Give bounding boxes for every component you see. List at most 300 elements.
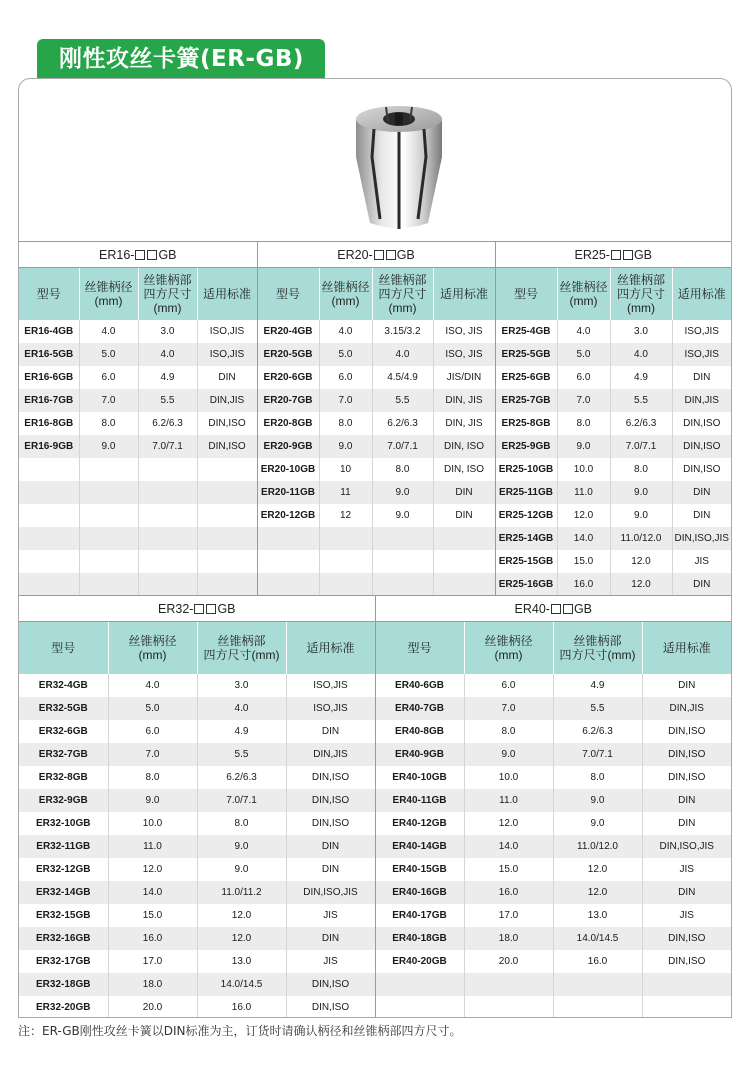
- cell-model: [19, 527, 79, 550]
- group-title-er16: ER16- GB: [19, 242, 257, 268]
- table-row: [19, 858, 731, 881]
- group-title-er32: ER32- GB: [19, 596, 375, 622]
- cell-shank: 14.0: [557, 527, 610, 550]
- table-row: [19, 904, 731, 927]
- header-shank: 丝锥柄径 (mm): [464, 622, 553, 674]
- table-row: [19, 458, 731, 481]
- cell-model: ER40-17GB: [375, 904, 464, 927]
- cell-square: 9.0: [553, 812, 642, 835]
- cell-square: 9.0: [610, 481, 672, 504]
- cell-model: ER25-16GB: [495, 573, 557, 596]
- cell-square: 4.9: [197, 720, 286, 743]
- cell-model: ER16-6GB: [19, 366, 79, 389]
- cell-shank: 9.0: [108, 789, 197, 812]
- cell-standard: DIN,ISO: [286, 996, 375, 1019]
- cell-standard: ISO, JIS: [433, 343, 495, 366]
- cell-model: ER40-11GB: [375, 789, 464, 812]
- table-row: [19, 343, 731, 366]
- cell-shank: 4.0: [319, 320, 372, 343]
- cell-shank: 15.0: [557, 550, 610, 573]
- cell-model: ER20-7GB: [257, 389, 319, 412]
- cell-square: 4.0: [138, 343, 197, 366]
- spec-table-er16-er20-er25: [19, 241, 731, 596]
- cell-square: 4.0: [197, 697, 286, 720]
- cell-square: 14.0/14.5: [197, 973, 286, 996]
- cell-standard: DIN,JIS: [642, 697, 731, 720]
- cell-shank: 12: [319, 504, 372, 527]
- cell-model: ER25-12GB: [495, 504, 557, 527]
- cell-shank: 8.0: [557, 412, 610, 435]
- cell-shank: 6.0: [464, 674, 553, 697]
- cell-model: ER32-7GB: [19, 743, 108, 766]
- cell-model: ER32-12GB: [19, 858, 108, 881]
- table-row: [19, 366, 731, 389]
- cell-model: ER40-16GB: [375, 881, 464, 904]
- cell-standard: DIN: [672, 366, 731, 389]
- collet-product-image: [344, 99, 454, 239]
- cell-model: [257, 527, 319, 550]
- cell-square: 3.0: [138, 320, 197, 343]
- cell-shank: 5.0: [79, 343, 138, 366]
- cell-standard: ISO,JIS: [197, 320, 257, 343]
- cell-shank: 5.0: [108, 697, 197, 720]
- table-row: [19, 697, 731, 720]
- cell-model: ER20-4GB: [257, 320, 319, 343]
- cell-square: 11.0/12.0: [610, 527, 672, 550]
- cell-square: 12.0: [610, 550, 672, 573]
- cell-square: 7.0/7.1: [610, 435, 672, 458]
- cell-standard: DIN,ISO: [642, 766, 731, 789]
- table-row: [19, 835, 731, 858]
- cell-shank: 9.0: [557, 435, 610, 458]
- table-row: [19, 435, 731, 458]
- cell-model: ER32-15GB: [19, 904, 108, 927]
- cell-square: 6.2/6.3: [553, 720, 642, 743]
- cell-shank: 7.0: [108, 743, 197, 766]
- cell-model: ER16-8GB: [19, 412, 79, 435]
- cell-standard: DIN: [286, 858, 375, 881]
- cell-standard: DIN, ISO: [433, 435, 495, 458]
- cell-square: 3.0: [197, 674, 286, 697]
- cell-model: [19, 458, 79, 481]
- cell-square: 6.2/6.3: [610, 412, 672, 435]
- cell-square: 8.0: [197, 812, 286, 835]
- table-row: [19, 812, 731, 835]
- cell-square: 6.2/6.3: [138, 412, 197, 435]
- cell-shank: [319, 550, 372, 573]
- cell-shank: 10.0: [557, 458, 610, 481]
- cell-standard: DIN,JIS: [672, 389, 731, 412]
- cell-standard: ISO,JIS: [286, 674, 375, 697]
- cell-standard: DIN, JIS: [433, 389, 495, 412]
- cell-standard: DIN,ISO: [286, 973, 375, 996]
- cell-shank: 6.0: [557, 366, 610, 389]
- cell-model: ER25-5GB: [495, 343, 557, 366]
- cell-standard: [642, 973, 731, 996]
- cell-square: [138, 504, 197, 527]
- cell-shank: 18.0: [464, 927, 553, 950]
- cell-square: 3.15/3.2: [372, 320, 433, 343]
- cell-square: 11.0/11.2: [197, 881, 286, 904]
- cell-model: ER32-9GB: [19, 789, 108, 812]
- cell-standard: DIN: [433, 481, 495, 504]
- cell-shank: 15.0: [108, 904, 197, 927]
- table-row: [19, 320, 731, 343]
- header-square: 丝锥柄部 四方尺寸(mm): [553, 622, 642, 674]
- cell-model: ER32-10GB: [19, 812, 108, 835]
- group-title-er40: ER40- GB: [375, 596, 731, 622]
- cell-square: 4.9: [138, 366, 197, 389]
- cell-shank: 7.0: [79, 389, 138, 412]
- cell-standard: ISO,JIS: [672, 343, 731, 366]
- cell-square: 8.0: [553, 766, 642, 789]
- cell-shank: 18.0: [108, 973, 197, 996]
- cell-model: ER32-16GB: [19, 927, 108, 950]
- table-row: [19, 527, 731, 550]
- header-shank: 丝锥柄径 (mm): [108, 622, 197, 674]
- cell-standard: DIN,JIS: [286, 743, 375, 766]
- column-header-row: [19, 622, 731, 674]
- cell-shank: 12.0: [108, 858, 197, 881]
- cell-square: 4.9: [610, 366, 672, 389]
- cell-shank: 9.0: [464, 743, 553, 766]
- cell-shank: 16.0: [464, 881, 553, 904]
- cell-shank: 6.0: [108, 720, 197, 743]
- cell-shank: 15.0: [464, 858, 553, 881]
- cell-shank: 17.0: [464, 904, 553, 927]
- cell-model: ER20-5GB: [257, 343, 319, 366]
- cell-shank: 4.0: [108, 674, 197, 697]
- cell-standard: ISO,JIS: [286, 697, 375, 720]
- cell-model: [257, 550, 319, 573]
- cell-shank: 7.0: [464, 697, 553, 720]
- cell-square: 4.0: [372, 343, 433, 366]
- cell-standard: DIN: [642, 881, 731, 904]
- cell-shank: 9.0: [319, 435, 372, 458]
- cell-model: [19, 573, 79, 596]
- cell-model: ER16-7GB: [19, 389, 79, 412]
- header-square: 丝锥柄部 四方尺寸 (mm): [138, 268, 197, 320]
- cell-square: 5.5: [372, 389, 433, 412]
- table-row: [19, 504, 731, 527]
- cell-model: ER40-18GB: [375, 927, 464, 950]
- cell-model: ER25-11GB: [495, 481, 557, 504]
- cell-standard: DIN,ISO,JIS: [672, 527, 731, 550]
- table-row: [19, 743, 731, 766]
- cell-standard: DIN,ISO: [642, 743, 731, 766]
- header-shank: 丝锥柄径 (mm): [79, 268, 138, 320]
- cell-model: ER32-6GB: [19, 720, 108, 743]
- cell-shank: [79, 458, 138, 481]
- cell-standard: DIN,ISO: [197, 435, 257, 458]
- cell-standard: DIN,ISO: [672, 412, 731, 435]
- table-row: [19, 481, 731, 504]
- cell-shank: 8.0: [79, 412, 138, 435]
- header-model: 型号: [257, 268, 319, 320]
- cell-standard: DIN: [672, 573, 731, 596]
- cell-model: ER25-14GB: [495, 527, 557, 550]
- cell-square: [553, 973, 642, 996]
- cell-square: 5.5: [610, 389, 672, 412]
- cell-standard: DIN: [286, 835, 375, 858]
- cell-standard: DIN: [672, 504, 731, 527]
- cell-square: 16.0: [553, 950, 642, 973]
- cell-square: 8.0: [372, 458, 433, 481]
- cell-standard: [197, 550, 257, 573]
- cell-model: ER16-4GB: [19, 320, 79, 343]
- cell-square: [138, 481, 197, 504]
- header-model: 型号: [19, 622, 108, 674]
- cell-square: 4.5/4.9: [372, 366, 433, 389]
- cell-model: [19, 481, 79, 504]
- cell-shank: 11: [319, 481, 372, 504]
- cell-square: [553, 996, 642, 1019]
- cell-model: ER40-9GB: [375, 743, 464, 766]
- header-standard: 适用标准: [197, 268, 257, 320]
- cell-standard: [197, 573, 257, 596]
- cell-square: 14.0/14.5: [553, 927, 642, 950]
- cell-model: ER40-8GB: [375, 720, 464, 743]
- header-model: 型号: [19, 268, 79, 320]
- cell-standard: JIS: [286, 950, 375, 973]
- cell-square: 9.0: [372, 504, 433, 527]
- cell-standard: [197, 458, 257, 481]
- cell-shank: [79, 504, 138, 527]
- cell-standard: DIN,ISO: [642, 927, 731, 950]
- cell-model: [19, 504, 79, 527]
- cell-model: ER32-17GB: [19, 950, 108, 973]
- header-model: 型号: [375, 622, 464, 674]
- cell-square: [138, 550, 197, 573]
- cell-shank: 11.0: [557, 481, 610, 504]
- cell-square: 9.0: [553, 789, 642, 812]
- cell-shank: 9.0: [79, 435, 138, 458]
- table-row: [19, 789, 731, 812]
- cell-square: 9.0: [197, 858, 286, 881]
- cell-standard: JIS: [672, 550, 731, 573]
- cell-shank: [79, 550, 138, 573]
- cell-shank: 8.0: [108, 766, 197, 789]
- cell-square: 12.0: [197, 927, 286, 950]
- cell-square: 5.5: [138, 389, 197, 412]
- cell-model: ER32-4GB: [19, 674, 108, 697]
- cell-shank: [79, 481, 138, 504]
- header-standard: 适用标准: [642, 622, 731, 674]
- cell-model: ER20-9GB: [257, 435, 319, 458]
- cell-shank: [319, 573, 372, 596]
- cell-model: ER25-15GB: [495, 550, 557, 573]
- cell-standard: JIS: [642, 904, 731, 927]
- cell-standard: DIN: [642, 789, 731, 812]
- cell-shank: 20.0: [108, 996, 197, 1019]
- cell-shank: 6.0: [79, 366, 138, 389]
- header-standard: 适用标准: [433, 268, 495, 320]
- cell-model: [375, 973, 464, 996]
- cell-square: 6.2/6.3: [372, 412, 433, 435]
- cell-standard: [642, 996, 731, 1019]
- cell-square: 7.0/7.1: [372, 435, 433, 458]
- cell-shank: 8.0: [464, 720, 553, 743]
- cell-model: ER32-20GB: [19, 996, 108, 1019]
- cell-square: 12.0: [610, 573, 672, 596]
- cell-square: 5.5: [197, 743, 286, 766]
- cell-standard: DIN: [642, 812, 731, 835]
- cell-shank: 4.0: [79, 320, 138, 343]
- cell-model: [375, 996, 464, 1019]
- cell-model: ER40-6GB: [375, 674, 464, 697]
- cell-shank: 14.0: [108, 881, 197, 904]
- cell-square: 12.0: [553, 858, 642, 881]
- cell-shank: 10.0: [108, 812, 197, 835]
- cell-square: 9.0: [197, 835, 286, 858]
- cell-square: 5.5: [553, 697, 642, 720]
- cell-shank: 12.0: [464, 812, 553, 835]
- header-standard: 适用标准: [672, 268, 731, 320]
- cell-shank: 14.0: [464, 835, 553, 858]
- footnote: 注：ER-GB刚性攻丝卡簧以DIN标准为主，订货时请确认柄径和丝锥柄部四方尺寸。: [18, 1024, 462, 1038]
- cell-standard: [197, 527, 257, 550]
- cell-standard: DIN: [642, 674, 731, 697]
- cell-model: ER20-8GB: [257, 412, 319, 435]
- cell-standard: DIN: [286, 927, 375, 950]
- table-row: [19, 389, 731, 412]
- table-row: [19, 766, 731, 789]
- cell-square: [372, 573, 433, 596]
- cell-shank: 16.0: [557, 573, 610, 596]
- cell-standard: JIS: [286, 904, 375, 927]
- cell-shank: 11.0: [108, 835, 197, 858]
- cell-square: 12.0: [553, 881, 642, 904]
- header-shank: 丝锥柄径 (mm): [319, 268, 372, 320]
- cell-square: 12.0: [197, 904, 286, 927]
- table-row: [19, 550, 731, 573]
- cell-model: ER16-5GB: [19, 343, 79, 366]
- cell-model: [19, 550, 79, 573]
- header-square: 丝锥柄部 四方尺寸(mm): [197, 622, 286, 674]
- cell-square: 7.0/7.1: [138, 435, 197, 458]
- cell-standard: [433, 527, 495, 550]
- cell-standard: ISO,JIS: [197, 343, 257, 366]
- cell-model: ER25-6GB: [495, 366, 557, 389]
- cell-model: ER40-15GB: [375, 858, 464, 881]
- cell-standard: DIN,ISO: [672, 458, 731, 481]
- cell-standard: [433, 573, 495, 596]
- cell-standard: ISO, JIS: [433, 320, 495, 343]
- cell-model: ER25-9GB: [495, 435, 557, 458]
- cell-shank: 17.0: [108, 950, 197, 973]
- table-row: [19, 881, 731, 904]
- cell-standard: DIN,ISO: [286, 789, 375, 812]
- cell-model: ER32-14GB: [19, 881, 108, 904]
- cell-shank: 4.0: [557, 320, 610, 343]
- cell-model: ER25-10GB: [495, 458, 557, 481]
- cell-square: [372, 527, 433, 550]
- cell-shank: [464, 996, 553, 1019]
- header-square: 丝锥柄部 四方尺寸 (mm): [372, 268, 433, 320]
- table-row: [19, 950, 731, 973]
- cell-square: 9.0: [610, 504, 672, 527]
- cell-model: ER25-7GB: [495, 389, 557, 412]
- cell-model: ER32-8GB: [19, 766, 108, 789]
- page-title: 刚性攻丝卡簧(ER-GB): [37, 39, 325, 79]
- catalog-frame: [18, 78, 732, 1018]
- header-standard: 适用标准: [286, 622, 375, 674]
- cell-standard: DIN: [672, 481, 731, 504]
- cell-model: ER16-9GB: [19, 435, 79, 458]
- cell-model: ER32-5GB: [19, 697, 108, 720]
- cell-shank: 7.0: [557, 389, 610, 412]
- cell-standard: DIN,ISO: [642, 950, 731, 973]
- cell-square: 8.0: [610, 458, 672, 481]
- cell-standard: DIN,ISO: [286, 766, 375, 789]
- cell-model: [257, 573, 319, 596]
- cell-model: ER20-12GB: [257, 504, 319, 527]
- cell-shank: [79, 573, 138, 596]
- header-model: 型号: [495, 268, 557, 320]
- cell-model: ER40-12GB: [375, 812, 464, 835]
- cell-square: 7.0/7.1: [197, 789, 286, 812]
- table-row: [19, 927, 731, 950]
- table-row: [19, 674, 731, 697]
- cell-shank: 5.0: [557, 343, 610, 366]
- cell-shank: 11.0: [464, 789, 553, 812]
- cell-standard: DIN: [433, 504, 495, 527]
- cell-standard: DIN: [197, 366, 257, 389]
- cell-shank: 16.0: [108, 927, 197, 950]
- cell-square: 4.9: [553, 674, 642, 697]
- cell-shank: 6.0: [319, 366, 372, 389]
- cell-standard: DIN,ISO: [197, 412, 257, 435]
- column-header-row: [19, 268, 731, 320]
- cell-shank: 12.0: [557, 504, 610, 527]
- cell-standard: JIS/DIN: [433, 366, 495, 389]
- cell-model: ER40-14GB: [375, 835, 464, 858]
- cell-square: 3.0: [610, 320, 672, 343]
- table-row: [19, 973, 731, 996]
- group-title-er20: ER20- GB: [257, 242, 495, 268]
- cell-model: ER20-11GB: [257, 481, 319, 504]
- cell-standard: DIN,ISO: [642, 720, 731, 743]
- cell-standard: DIN: [286, 720, 375, 743]
- cell-shank: 10.0: [464, 766, 553, 789]
- cell-standard: DIN,ISO: [286, 812, 375, 835]
- cell-standard: DIN,ISO: [672, 435, 731, 458]
- cell-shank: 20.0: [464, 950, 553, 973]
- cell-standard: DIN, JIS: [433, 412, 495, 435]
- table-row: [19, 573, 731, 596]
- cell-model: ER20-10GB: [257, 458, 319, 481]
- cell-square: 4.0: [610, 343, 672, 366]
- cell-model: ER32-18GB: [19, 973, 108, 996]
- cell-model: ER25-8GB: [495, 412, 557, 435]
- header-square: 丝锥柄部 四方尺寸 (mm): [610, 268, 672, 320]
- cell-square: 7.0/7.1: [553, 743, 642, 766]
- cell-square: [138, 573, 197, 596]
- cell-shank: 5.0: [319, 343, 372, 366]
- table-row: [19, 996, 731, 1019]
- cell-shank: [464, 973, 553, 996]
- cell-shank: 10: [319, 458, 372, 481]
- cell-shank: 7.0: [319, 389, 372, 412]
- cell-square: 6.2/6.3: [197, 766, 286, 789]
- header-shank: 丝锥柄径 (mm): [557, 268, 610, 320]
- cell-standard: DIN, ISO: [433, 458, 495, 481]
- cell-model: ER40-20GB: [375, 950, 464, 973]
- cell-square: [138, 458, 197, 481]
- cell-model: ER40-10GB: [375, 766, 464, 789]
- spec-table-er32-er40: [19, 595, 731, 1018]
- cell-square: 9.0: [372, 481, 433, 504]
